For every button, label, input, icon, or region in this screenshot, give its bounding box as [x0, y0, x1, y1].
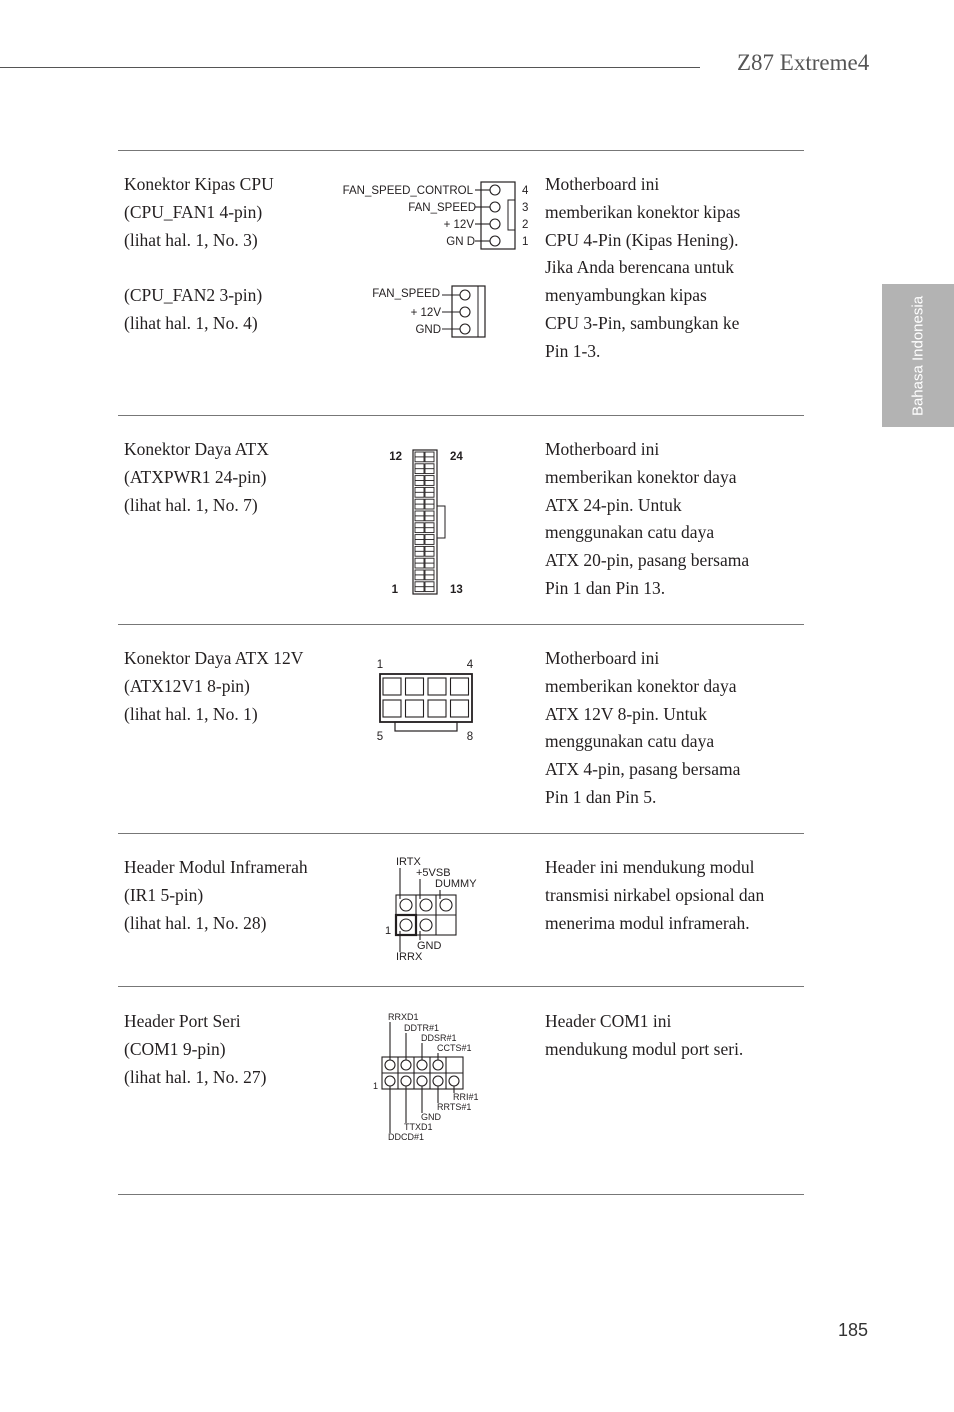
- text-line: (lihat hal. 1, No. 7): [124, 494, 258, 515]
- atx12v-pin: [428, 700, 446, 717]
- fan-speed-label: FAN_SPEED: [408, 202, 476, 214]
- atx12v-pin: [406, 700, 424, 717]
- gnd-label: GND: [417, 940, 442, 952]
- pin-number: 24: [450, 451, 463, 463]
- text-line: (ATX12V1 8-pin): [124, 675, 250, 696]
- atx12v-pin: [451, 700, 469, 717]
- com-pin-label: GND: [421, 1112, 441, 1122]
- cpu-fan-title: [124, 171, 334, 338]
- com-pin-label: TTXD1: [404, 1122, 433, 1132]
- vsb-label: +5VSB: [416, 867, 451, 879]
- com-pin-label: RRXD1: [388, 1012, 419, 1022]
- com-pin-label: RRI#1: [453, 1092, 479, 1102]
- atx24-connector-diagram: [380, 445, 480, 605]
- serial-port-title: [124, 1008, 334, 1091]
- header-rule: [0, 67, 700, 68]
- text-line: (ATXPWR1 24-pin): [124, 466, 267, 487]
- page-number: 185: [838, 1320, 869, 1340]
- pin-number: 4: [466, 659, 474, 671]
- text-line: (CPU_FAN2 3-pin): [124, 285, 263, 306]
- pin-number: 13: [450, 584, 463, 596]
- irrx-label: IRRX: [396, 951, 423, 963]
- text-line: Header Modul Inframerah: [124, 857, 308, 877]
- pin-number: 1: [522, 236, 529, 248]
- atx-power-title: [124, 436, 334, 519]
- section-divider: [118, 833, 804, 834]
- pin-number: 1: [391, 584, 398, 596]
- gnd-label: GN D: [446, 236, 475, 248]
- section-divider: [118, 415, 804, 416]
- side-tab-label: Bahasa Indonesia: [909, 295, 927, 416]
- text-line: (IR1 5-pin): [124, 884, 204, 905]
- com-pin-label: CCTS#1: [437, 1043, 472, 1053]
- text-line: Konektor Kipas CPU: [124, 174, 274, 194]
- fan-speed-label: FAN_SPEED: [372, 288, 440, 300]
- irtx-label: IRTX: [396, 856, 421, 868]
- plus-12v-label: + 12V: [410, 307, 441, 319]
- pin-number: 1: [376, 659, 384, 671]
- pin-number: 1: [385, 925, 392, 937]
- text-line: Konektor Daya ATX: [124, 439, 269, 459]
- com-pin-label: RRTS#1: [437, 1102, 472, 1112]
- atx12v-description: Motherboard ini memberikan konektor daya ATX 12V 8-pin. Untuk menggunakan catu daya ATX 4-pin, pasang bersama Pin 1 dan Pin 5.: [545, 648, 741, 807]
- cpu-fan-description: Motherboard ini memberikan konektor kipas CPU 4-Pin (Kipas Hening). Jika Anda berencana untuk menyambungkan kipas CPU 3-Pin, sambungkan ke Pin 1-3.: [545, 174, 741, 361]
- atx12v-pin: [406, 678, 424, 695]
- pin-number: 1: [373, 1081, 379, 1091]
- ir-header-diagram: [380, 852, 490, 967]
- pin-number: 2: [522, 219, 529, 231]
- serial-port-description: Header COM1 ini mendukung modul port seri.: [545, 1011, 744, 1059]
- pin-number: 8: [466, 731, 474, 743]
- com-pin-label: DDSR#1: [421, 1033, 457, 1043]
- atx12v-pin: [451, 678, 469, 695]
- ir-header-description: Header ini mendukung modul transmisi nirkabel opsional dan menerima modul inframerah.: [545, 857, 765, 933]
- pin-number: 4: [522, 185, 529, 197]
- section-divider: [118, 986, 804, 987]
- atx12v-title: [124, 645, 339, 728]
- dummy-label: DUMMY: [435, 878, 477, 890]
- text-line: (lihat hal. 1, No. 3): [124, 229, 258, 250]
- com-pin-label: DDCD#1: [388, 1132, 425, 1142]
- atx12v-pin: [428, 678, 446, 695]
- section-divider: [118, 1194, 804, 1195]
- fan-speed-control-label: FAN_SPEED_CONTROL: [342, 185, 473, 197]
- text-line: Header Port Seri: [124, 1011, 241, 1031]
- gnd-label: GND: [415, 324, 441, 336]
- com-header-diagram: [368, 1008, 498, 1148]
- cpu-fan-diagram: [330, 175, 540, 345]
- pin-number: 3: [522, 202, 529, 214]
- atx12v-pin: [383, 678, 401, 695]
- atx12v-pin: [383, 700, 401, 717]
- text-line: Konektor Daya ATX 12V: [124, 648, 304, 668]
- ir-header-title: [124, 854, 344, 937]
- com-pin-label: DDTR#1: [404, 1023, 440, 1033]
- text-line: (lihat hal. 1, No. 28): [124, 912, 267, 933]
- text-line: (lihat hal. 1, No. 1): [124, 703, 258, 724]
- model-title: Z87 Extreme4: [737, 50, 870, 75]
- atx12v-connector-diagram: [370, 655, 490, 750]
- plus-12v-label: + 12V: [443, 219, 474, 231]
- spacer: [124, 254, 334, 282]
- text-line: (CPU_FAN1 4-pin): [124, 201, 263, 222]
- text-line: (COM1 9-pin): [124, 1038, 226, 1059]
- language-side-tab: [882, 284, 954, 427]
- section-divider: [118, 150, 804, 151]
- pin-number: 5: [376, 731, 384, 743]
- section-divider: [118, 624, 804, 625]
- text-line: (lihat hal. 1, No. 4): [124, 312, 258, 333]
- pin-number: 12: [389, 451, 402, 463]
- atx-power-description: Motherboard ini memberikan konektor daya ATX 24-pin. Untuk menggunakan catu daya ATX 20-pin, pasang bersama Pin 1 dan Pin 13.: [545, 439, 750, 598]
- text-line: (lihat hal. 1, No. 27): [124, 1066, 267, 1087]
